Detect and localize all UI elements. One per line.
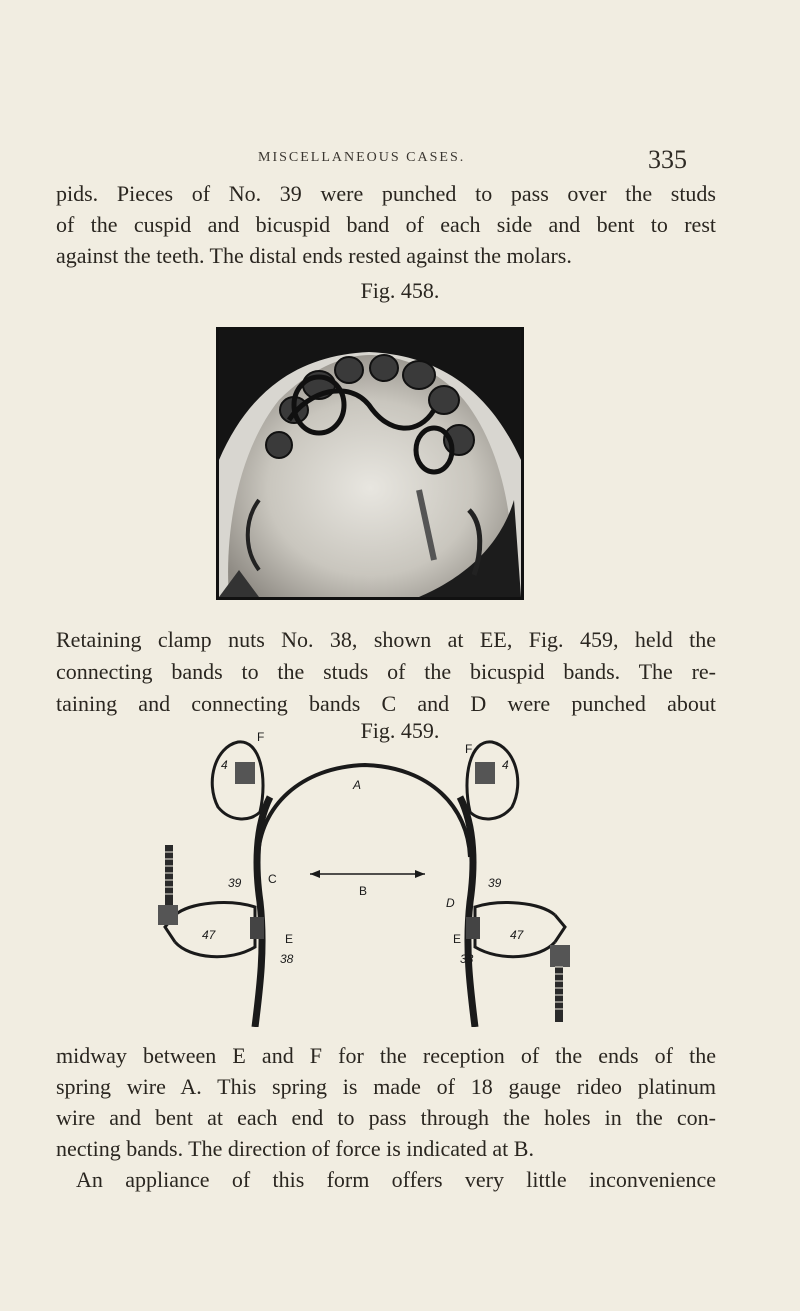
spring-wire-a bbox=[258, 765, 470, 857]
figure-458-caption: Fig. 458. bbox=[360, 278, 440, 303]
text-line: taining and connecting bands C and D were punched about bbox=[56, 691, 716, 716]
label-f-right: F bbox=[465, 742, 473, 756]
connecting-band-d bbox=[460, 797, 475, 1027]
nut-right bbox=[466, 917, 480, 939]
label-e-right: E bbox=[453, 932, 462, 946]
running-head: MISCELLANEOUS CASES. bbox=[258, 150, 466, 165]
text-line: of the cuspid and bicuspid band of each side and bent to rest bbox=[56, 212, 716, 237]
label-a: A bbox=[353, 778, 362, 792]
label-c: C bbox=[268, 872, 277, 886]
nut-left bbox=[250, 917, 264, 939]
text-line: spring wire A. This spring is made of 18 gauge rideo platinum bbox=[56, 1074, 716, 1099]
page-number: 335 bbox=[648, 145, 687, 174]
text-line: necting bands. The direction of force is indicated at B. bbox=[56, 1136, 534, 1161]
label-38-right: 38 bbox=[460, 952, 474, 966]
label-f-left: F bbox=[257, 730, 265, 744]
figure-459-diagram bbox=[150, 727, 580, 1027]
label-47-right: 47 bbox=[510, 928, 524, 942]
text-line: wire and bent at each end to pass through the holes in the con- bbox=[56, 1105, 716, 1130]
label-38-left: 38 bbox=[280, 952, 294, 966]
label-4-right: 4 bbox=[502, 758, 509, 772]
label-39-right: 39 bbox=[488, 876, 502, 890]
text-line: against the teeth. The distal ends rested against the molars. bbox=[56, 243, 572, 268]
text-line: connecting bands to the studs of the bicuspid bands. The re- bbox=[56, 659, 716, 684]
label-b: B bbox=[359, 884, 368, 898]
figure-458-photograph bbox=[216, 327, 524, 600]
label-47-left: 47 bbox=[202, 928, 216, 942]
text-line: pids. Pieces of No. 39 were punched to pass over the studs bbox=[56, 181, 716, 206]
connecting-band-c bbox=[255, 797, 270, 1027]
figure-459-caption: Fig. 459. bbox=[360, 718, 440, 743]
dental-cast-photo bbox=[219, 330, 521, 597]
label-39-left: 39 bbox=[228, 876, 242, 890]
text-line: Retaining clamp nuts No. 38, shown at EE, Fig. 459, held the bbox=[56, 627, 716, 652]
appliance-diagram bbox=[150, 727, 580, 1027]
text-line: An appliance of this form offers very little inconvenience bbox=[76, 1167, 716, 1192]
label-d: D bbox=[446, 896, 455, 910]
label-4-left: 4 bbox=[221, 758, 228, 772]
label-e-left: E bbox=[285, 932, 294, 946]
text-line: midway between E and F for the reception of the ends of the bbox=[56, 1043, 716, 1068]
